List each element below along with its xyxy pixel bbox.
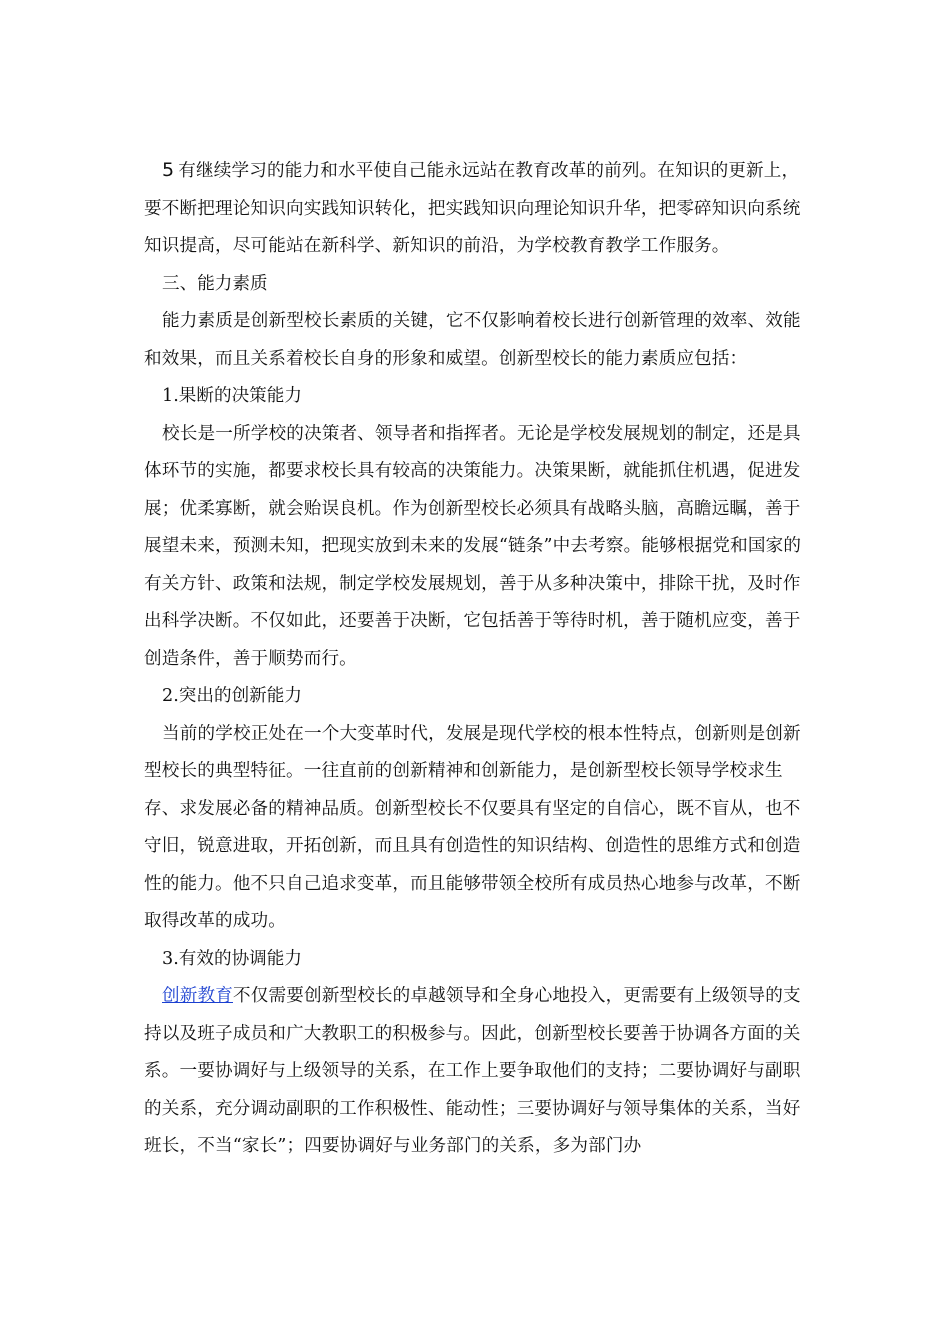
subheading-decision-ability: 1.果断的决策能力 [162, 386, 302, 406]
document-body [144, 152, 810, 1166]
paragraph-text: 不仅需要创新型校长的卓越领导和全身心地投入，更需要有上级领导的支持以及班子成员和广大教职工的积极参与。因此，创新型校长要善于协调各方面的关系。一要协调好与上级领导的关系，在工作上要争取他们的支持；二要协调好与副职的关系，充分调动副职的工作积极性、能动性；三要协调好与领导集体的关系，当好班长，不当“家长”；四要协调好与业务部门的关系，多为部门办 [144, 986, 801, 1156]
innovation-education-link[interactable]: 创新教育 [162, 986, 233, 1006]
paragraph-text: 有继续学习的能力和水平使自己能永远站在教育改革的前列。在知识的更新上，要不断把理论知识向实践知识转化，把实践知识向理论知识升华，把零碎知识向系统知识提高，尽可能站在新科学、新知识的前沿，为学校教育教学工作服务。 [144, 161, 801, 256]
subheading-innovation-ability: 2.突出的创新能力 [162, 686, 302, 706]
section-heading-ability: 三、能力素质 [162, 273, 268, 294]
subheading-coordination-ability: 3.有效的协调能力 [162, 948, 302, 969]
paragraph-decision-ability: 校长是一所学校的决策者、领导者和指挥者。无论是学校发展规划的制定，还是具体环节的实施，都要求校长具有较高的决策能力。决策果断，就能抓住机遇，促进发展；优柔寡断，就会贻误良机。作为创新型校长必须具有战略头脑，高瞻远瞩，善于展望未来，预测未知，把现实放到未来的发展“链条”中去考察。能够根据党和国家的有关方针、政策和法规，制定学校发展规划，善于从多种决策中，排除干扰，及时作出科学决断。不仅如此，还要善于决断，它包括善于等待时机，善于随机应变，善于创造条件，善于顺势而行。 [144, 423, 802, 669]
paragraph-continuing-learning [144, 152, 810, 266]
paragraph-coordination-ability [144, 978, 810, 1166]
paragraph-ability-intro: 能力素质是创新型校长素质的关键，它不仅影响着校长进行创新管理的效率、效能和效果，而且关系着校长自身的形象和威望。创新型校长的能力素质应包括： [144, 311, 801, 369]
paragraph-innovation-ability: 当前的学校正处在一个大变革时代，发展是现代学校的根本性特点，创新则是创新型校长的典型特征。一往直前的创新精神和创新能力，是创新型校长领导学校求生存、求发展必备的精神品质。创新型校长不仅要具有坚定的自信心，既不盲从，也不守旧，锐意进取，开拓创新，而且具有创造性的知识结构、创造性的思维方式和创造性的能力。他不只自己追求变革，而且能够带领全校所有成员热心地参与改革，不断取得改革的成功。 [144, 723, 801, 931]
item-number: 5 [162, 159, 175, 181]
